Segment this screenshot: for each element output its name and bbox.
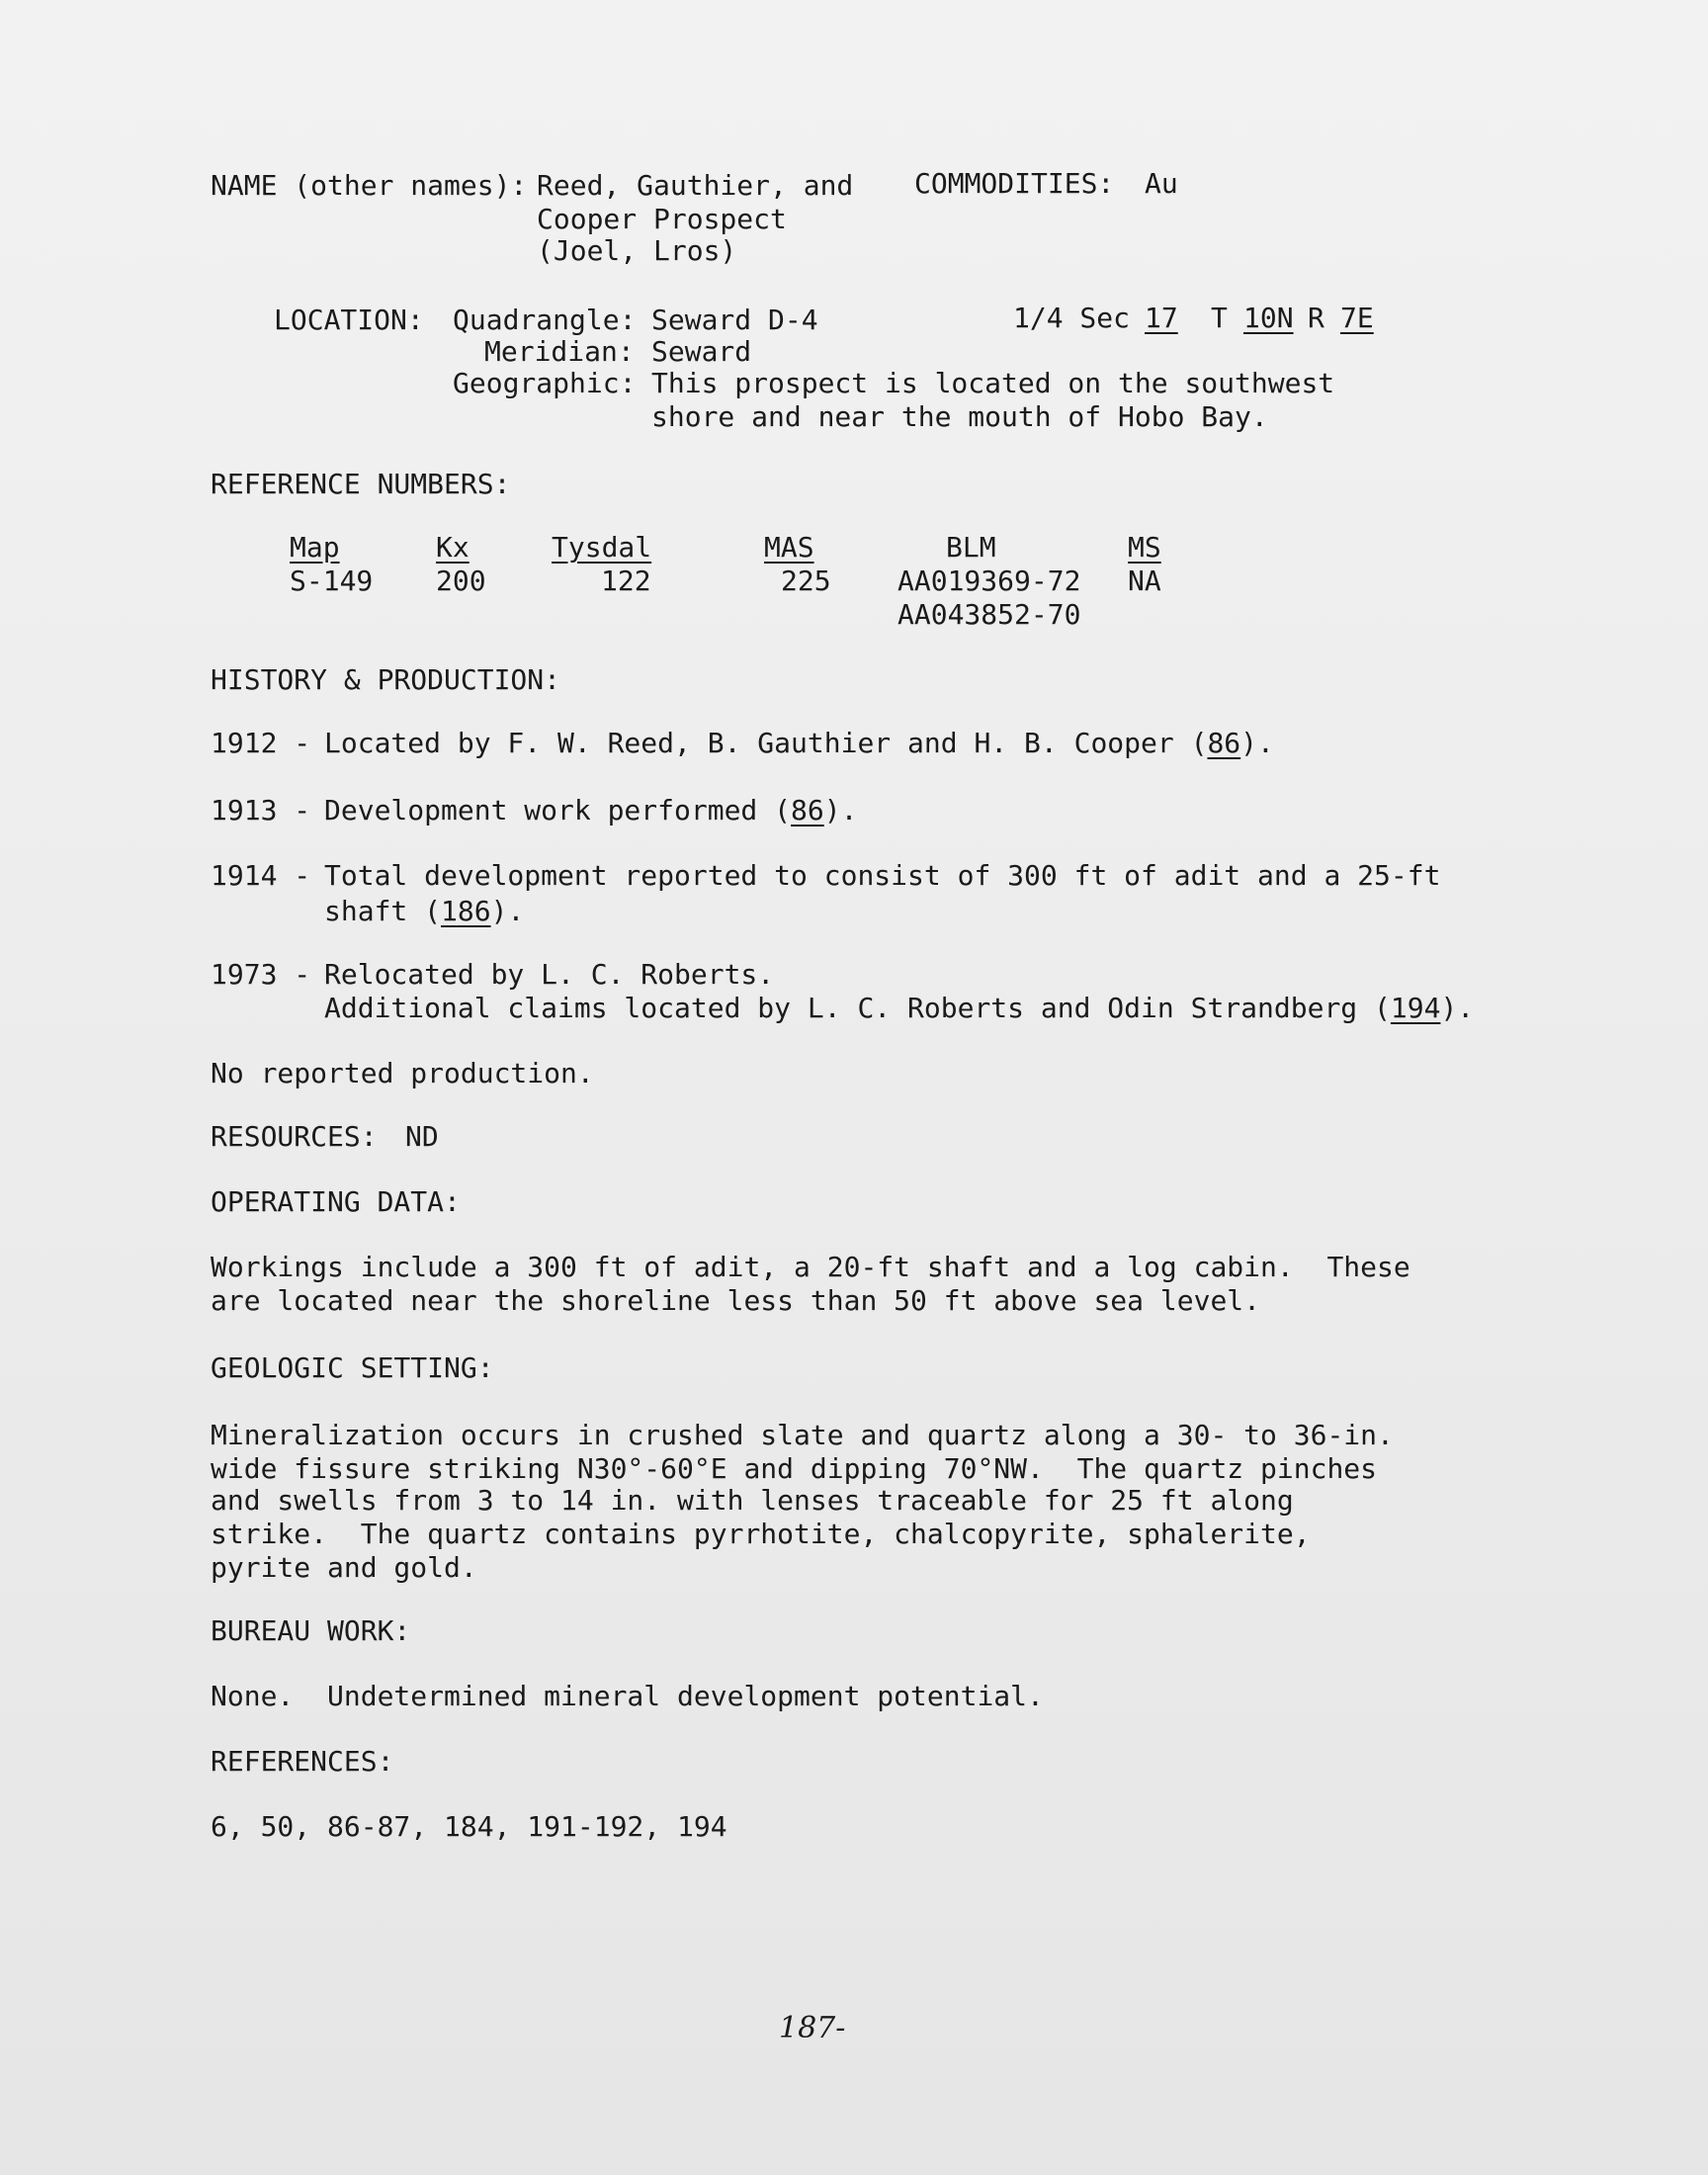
history-1913-text: Development work performed ( [324,794,792,826]
geologic-line-2: wide fissure striking N30°-60°E and dipping 70°NW. The quartz pinches [211,1452,1378,1485]
history-heading: HISTORY & PRODUCTION: [211,663,561,696]
geologic-line-3: and swells from 3 to 14 in. with lenses traceable for 25 ft along [211,1484,1294,1517]
name-line-1: Reed, Gauthier, and [537,169,854,202]
history-1914-entry-2 [324,896,524,927]
ref-tysdal-value: 122 [601,565,651,597]
references-heading: REFERENCES: [211,1745,394,1778]
operating-line-2: are located near the shoreline less than 50 ft above sea level. [211,1284,1261,1317]
history-1912-ref: 86 [1207,727,1241,759]
history-1913-year: 1913 - [211,794,311,826]
township-label: T [1211,302,1228,334]
history-1973-text-2: Additional claims located by L. C. Roberts and Odin Strandberg ( [324,992,1391,1024]
ref-kx-value: 200 [436,565,486,597]
quadrangle-label: Quadrangle: [453,304,637,336]
history-1973-end: ). [1440,992,1475,1024]
meridian-label: Meridian: [484,335,635,368]
history-1914-ref: 186 [441,895,491,927]
bureau-text: None. Undetermined mineral development potential. [211,1680,1044,1712]
section-value: 17 [1145,302,1178,334]
production-statement: No reported production. [211,1057,594,1089]
geologic-line-4: strike. The quartz contains pyrrhotite, chalcopyrite, sphalerite, [211,1518,1311,1550]
bureau-heading: BUREAU WORK: [211,1614,411,1647]
history-1912-entry [324,728,1274,759]
ref-ms-header: MS [1128,531,1161,564]
history-1914-text-1: Total development reported to consist of 300 ft of adit and a 25-ft [324,859,1441,892]
ref-map-header: Map [290,531,340,564]
ref-kx-header: Kx [436,531,470,564]
ref-ms-value: NA [1128,565,1161,597]
history-1914-text-2: shaft ( [324,895,442,927]
ref-tysdal-header: Tysdal [552,531,652,564]
history-1914-year: 1914 - [211,859,311,892]
resources-value: ND [405,1120,439,1153]
township-value: 10N [1243,302,1294,334]
quadrangle-value: Seward D-4 [651,304,818,336]
commodities-value: Au [1145,167,1178,200]
name-line-2: Cooper Prospect [537,203,787,235]
location-label: LOCATION: [274,304,424,336]
references-text: 6, 50, 86-87, 184, 191-192, 194 [211,1810,727,1843]
page-number: 187- [779,2011,846,2045]
ref-blm-value-1: AA019369-72 [897,565,1081,597]
geographic-line-1: This prospect is located on the southwest [651,367,1335,399]
history-1912-text: Located by F. W. Reed, B. Gauthier and H. B. Cooper ( [324,727,1208,759]
operating-line-1: Workings include a 300 ft of adit, a 20-ft shaft and a log cabin. These [211,1251,1410,1283]
ref-blm-header: BLM [946,531,996,564]
history-1973-ref: 194 [1390,992,1441,1024]
history-1973-text-1: Relocated by L. C. Roberts. [324,958,775,991]
geologic-heading: GEOLOGIC SETTING: [211,1351,494,1384]
name-label: NAME (other names): [211,169,528,202]
history-1913-entry [324,795,857,826]
resources-label: RESOURCES: [211,1120,378,1153]
meridian-value: Seward [651,335,752,368]
ref-mas-value: 225 [781,565,831,597]
geologic-line-1: Mineralization occurs in crushed slate and quartz along a 30- to 36-in. [211,1419,1394,1451]
history-1913-ref: 86 [791,794,824,826]
history-1973-year: 1973 - [211,958,311,991]
history-1973-entry-2 [324,993,1474,1024]
ref-blm-value-2: AA043852-70 [897,598,1081,631]
geographic-line-2: shore and near the mouth of Hobo Bay. [651,400,1268,433]
geographic-label: Geographic: [453,367,637,399]
name-line-3: (Joel, Lros) [537,234,737,267]
ref-mas-header: MAS [764,531,814,564]
history-1912-end: ). [1240,727,1274,759]
history-1912-year: 1912 - [211,727,311,759]
geologic-line-5: pyrite and gold. [211,1551,477,1584]
operating-heading: OPERATING DATA: [211,1185,461,1218]
range-value: 7E [1340,302,1374,334]
history-1914-end: ). [490,895,525,927]
commodities-label: COMMODITIES: [914,167,1115,200]
ref-map-value: S-149 [290,565,374,597]
history-1913-end: ). [823,794,858,826]
range-label: R [1308,302,1324,334]
reference-numbers-heading: REFERENCE NUMBERS: [211,468,511,500]
section-label: 1/4 Sec [1013,302,1131,334]
